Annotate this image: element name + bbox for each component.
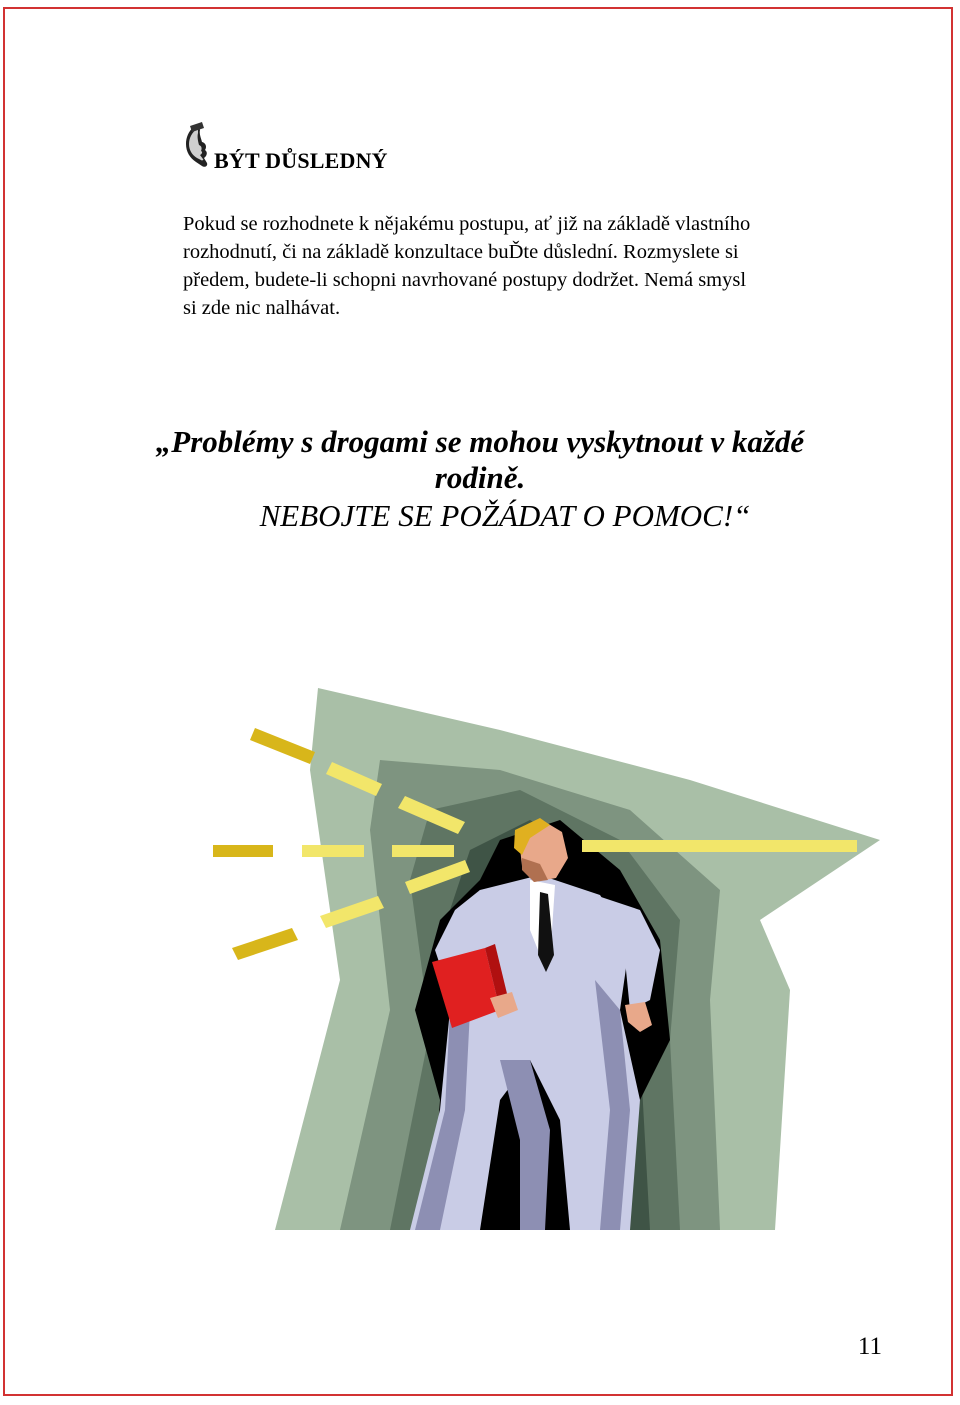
slogan-line: rodině. [434, 460, 526, 495]
paragraph-line: rozhodnutí, či na základě konzultace buĎte důslední. Rozmyslete si [183, 241, 739, 263]
light-ray [232, 928, 298, 960]
slogan-quote [60, 424, 900, 536]
light-ray [392, 845, 454, 857]
paragraph-line: si zde nic nalhávat. [183, 297, 341, 319]
paragraph-line: předem, budete-li schopni navrhované postupy dodržet. Nemá smysl [183, 269, 747, 291]
businessman-in-tunnel-clipart [200, 680, 890, 1240]
light-ray [302, 845, 364, 857]
section-heading [180, 122, 388, 174]
light-ray [213, 845, 273, 857]
page-number: 11 [857, 1333, 882, 1360]
slogan-line: NEBOJTE SE POŽÁDAT O POMOC!“ [259, 498, 751, 533]
heading-title: BÝT DŮSLEDNÝ [214, 148, 388, 173]
slogan-line: „Problémy s drogami se mohou vyskytnout v každé [155, 424, 805, 459]
pointing-hand-icon [180, 122, 210, 174]
light-ray [582, 840, 857, 852]
paragraph [183, 210, 903, 322]
paragraph-line: Pokud se rozhodnete k nějakému postupu, ať již na základě vlastního [183, 213, 751, 235]
light-ray [250, 728, 315, 764]
